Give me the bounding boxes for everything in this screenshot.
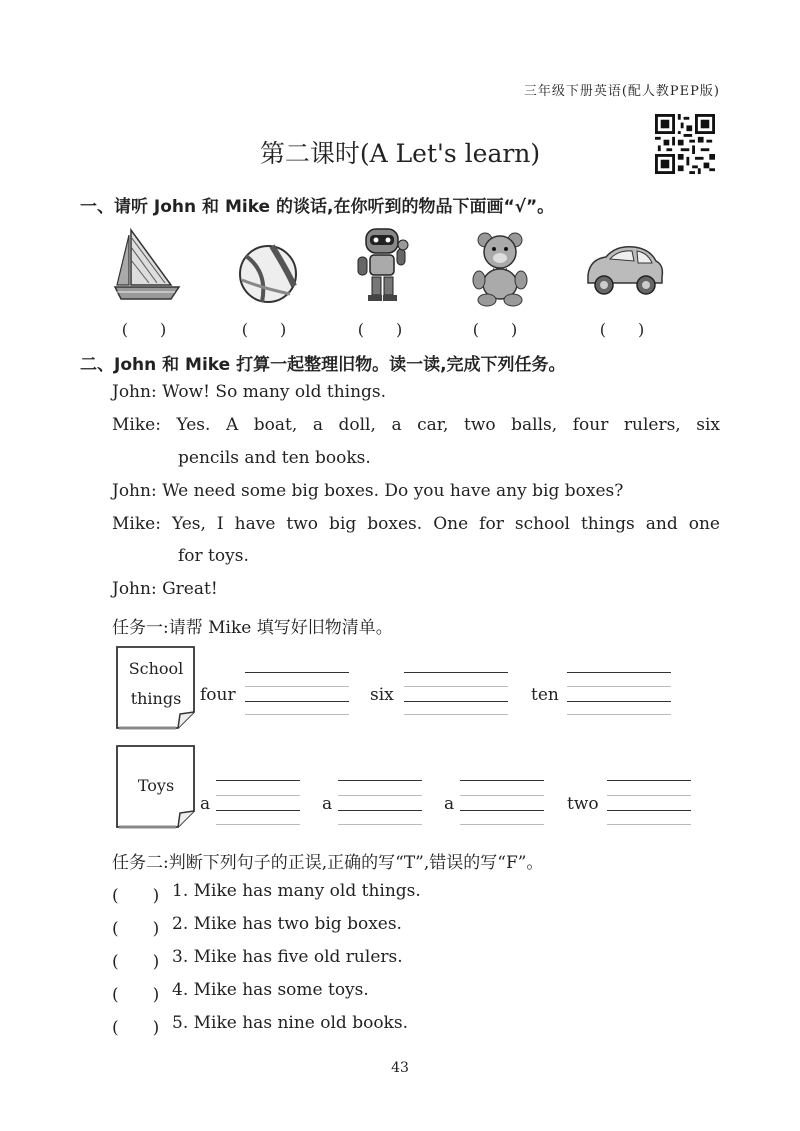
tf-answer-paren[interactable]: ( ) bbox=[112, 952, 160, 972]
toys-card-label: Toys bbox=[137, 776, 175, 795]
tf-answer-paren[interactable]: ( ) bbox=[112, 886, 160, 906]
guide-line bbox=[607, 795, 691, 796]
dialogue-line: John: We need some big boxes. Do you have any big boxes? bbox=[112, 481, 624, 501]
answer-line[interactable] bbox=[338, 780, 422, 781]
lesson-title: 第二课时(A Let's learn) bbox=[259, 139, 541, 168]
answer-paren-teddy[interactable]: ( ) bbox=[472, 320, 518, 339]
dialogue-line: pencils and ten books. bbox=[178, 448, 371, 468]
guide-line bbox=[460, 795, 544, 796]
answer-line[interactable] bbox=[216, 810, 300, 811]
guide-line bbox=[460, 824, 544, 825]
answer-line[interactable] bbox=[567, 672, 671, 673]
guide-line bbox=[567, 686, 671, 687]
toy-word: a bbox=[444, 794, 455, 814]
toy-car-icon bbox=[582, 237, 668, 303]
tf-statement: 4. Mike has some toys. bbox=[172, 980, 369, 1000]
guide-line bbox=[338, 824, 422, 825]
guide-line bbox=[338, 795, 422, 796]
answer-line[interactable] bbox=[460, 780, 544, 781]
toy-word: a bbox=[200, 794, 211, 814]
tf-statement: 3. Mike has five old rulers. bbox=[172, 947, 403, 967]
guide-line bbox=[216, 824, 300, 825]
section1-heading: 一、请听 John 和 Mike 的谈话,在你听到的物品下面画“√”。 bbox=[80, 197, 555, 217]
book-header: 三年级下册英语(配人教PEP版) bbox=[523, 84, 720, 99]
school-word: six bbox=[370, 685, 394, 705]
tf-statement: 1. Mike has many old things. bbox=[172, 881, 421, 901]
robot-icon bbox=[348, 223, 418, 303]
teddy-bear-icon bbox=[465, 228, 535, 308]
dialogue-line: for toys. bbox=[178, 546, 249, 566]
ball-icon bbox=[232, 232, 302, 312]
answer-line[interactable] bbox=[245, 672, 349, 673]
dialogue-line: John: Great! bbox=[112, 579, 218, 599]
school-card-line1: School bbox=[128, 659, 184, 678]
sailboat-icon bbox=[113, 225, 183, 305]
guide-line bbox=[404, 714, 508, 715]
school-word: ten bbox=[531, 685, 559, 705]
tf-statement: 5. Mike has nine old books. bbox=[172, 1013, 408, 1033]
guide-line bbox=[216, 795, 300, 796]
answer-line[interactable] bbox=[404, 672, 508, 673]
answer-paren-car[interactable]: ( ) bbox=[599, 320, 645, 339]
answer-paren-ball[interactable]: ( ) bbox=[241, 320, 287, 339]
answer-paren-robot[interactable]: ( ) bbox=[357, 320, 403, 339]
guide-line bbox=[607, 824, 691, 825]
task2-heading: 任务二:判断下列句子的正误,正确的写“T”,错误的写“F”。 bbox=[112, 853, 544, 873]
answer-line[interactable] bbox=[338, 810, 422, 811]
tf-answer-paren[interactable]: ( ) bbox=[112, 1018, 160, 1038]
toy-word: two bbox=[567, 794, 599, 814]
dialogue-line: Mike: Yes, I have two big boxes. One for school things and one bbox=[112, 514, 720, 534]
toy-word: a bbox=[322, 794, 333, 814]
dialogue-line: Mike: Yes. A boat, a doll, a car, two balls, four rulers, six bbox=[112, 415, 720, 435]
guide-line bbox=[567, 714, 671, 715]
guide-line bbox=[245, 714, 349, 715]
section2-heading: 二、John 和 Mike 打算一起整理旧物。读一读,完成下列任务。 bbox=[80, 355, 566, 375]
tf-statement: 2. Mike has two big boxes. bbox=[172, 914, 402, 934]
tf-answer-paren[interactable]: ( ) bbox=[112, 919, 160, 939]
answer-line[interactable] bbox=[567, 701, 671, 702]
guide-line bbox=[404, 686, 508, 687]
dialogue-line: John: Wow! So many old things. bbox=[112, 382, 387, 402]
answer-line[interactable] bbox=[245, 701, 349, 702]
answer-line[interactable] bbox=[216, 780, 300, 781]
answer-paren-boat[interactable]: ( ) bbox=[121, 320, 167, 339]
answer-line[interactable] bbox=[460, 810, 544, 811]
school-card-line2: things bbox=[130, 689, 182, 708]
task1-heading: 任务一:请帮 Mike 填写好旧物清单。 bbox=[112, 618, 393, 638]
guide-line bbox=[245, 686, 349, 687]
tf-answer-paren[interactable]: ( ) bbox=[112, 985, 160, 1005]
answer-line[interactable] bbox=[607, 810, 691, 811]
answer-line[interactable] bbox=[607, 780, 691, 781]
page-number: 43 bbox=[391, 1060, 409, 1076]
school-word: four bbox=[200, 685, 236, 705]
answer-line[interactable] bbox=[404, 701, 508, 702]
